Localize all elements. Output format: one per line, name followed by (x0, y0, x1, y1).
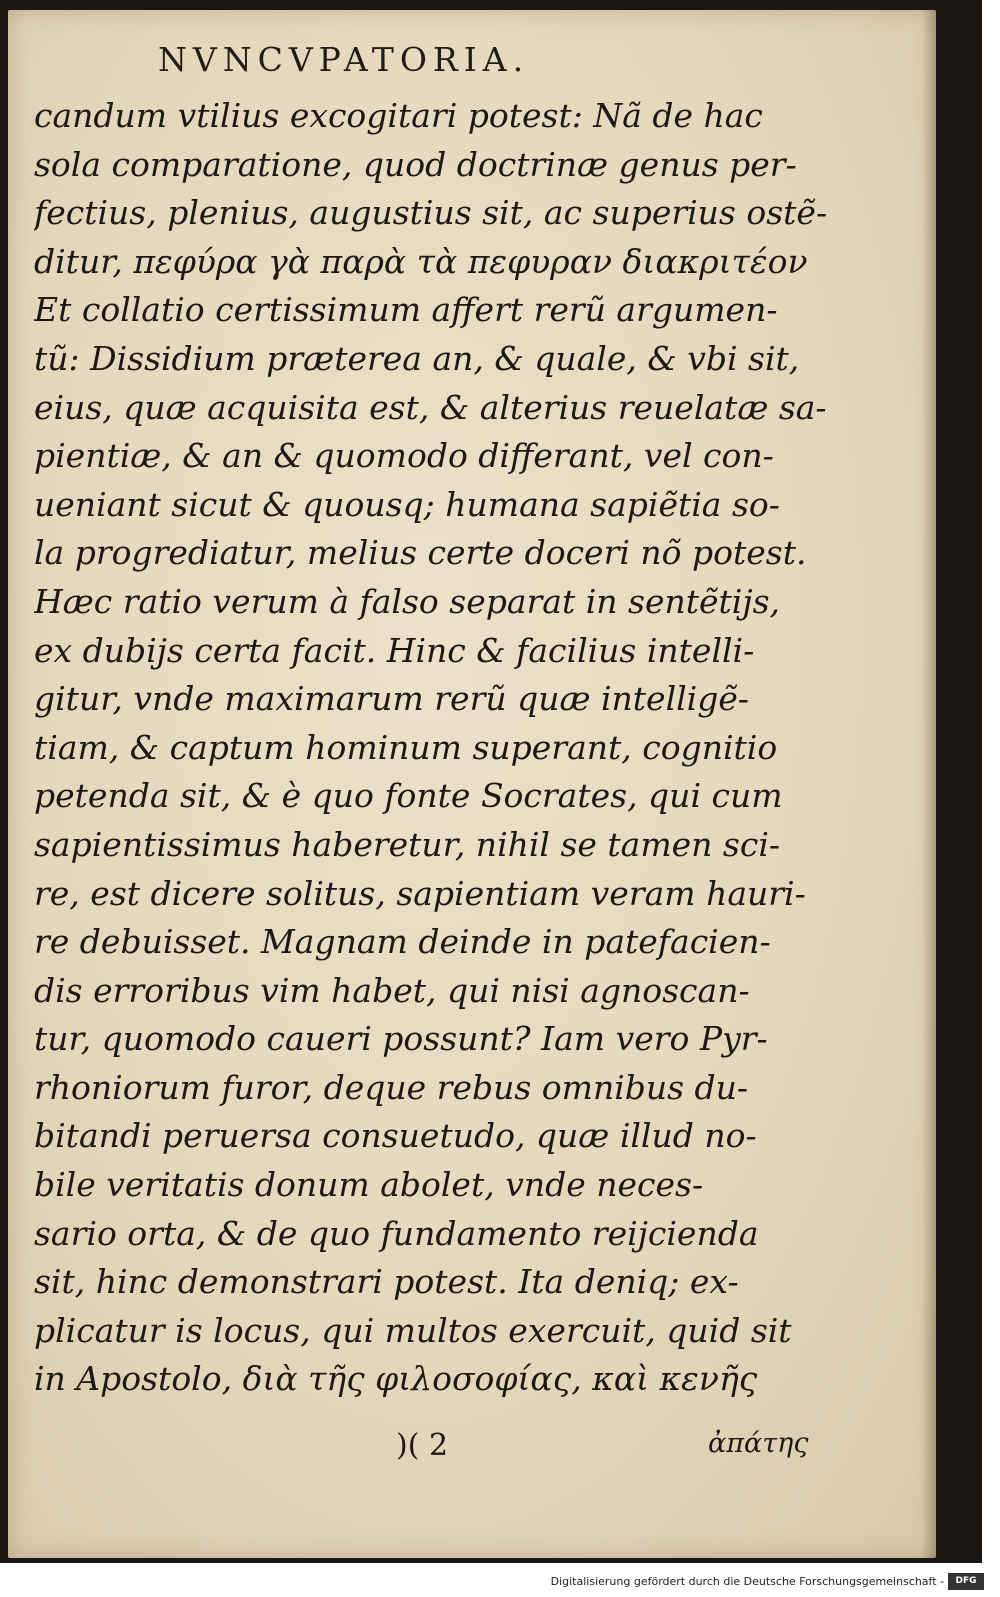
dfg-logo-icon: DFG (948, 1573, 984, 1590)
text-line: ueniant sicut & quousq; humana sapiẽtia so- (34, 484, 780, 524)
catchword: ἀπάτης (708, 1428, 809, 1459)
text-line: sario orta, & de quo fundamento reijcienda (34, 1213, 759, 1253)
text-line: eius, quæ acquisita est, & alterius reuelatæ sa- (34, 387, 827, 427)
body-text (34, 92, 939, 1404)
text-line: sit, hinc demonstrari potest. Ita deniq; ex- (34, 1262, 739, 1302)
text-line: tur, quomodo caueri possunt? Iam vero Pyr- (34, 1019, 768, 1059)
text-line: re, est dicere solitus, sapientiam veram hauri- (34, 873, 806, 913)
text-line: tũ: Dissidium præterea an, & quale, & vbi sit, (34, 338, 800, 378)
running-header: NVNCVPATORIA. (158, 40, 530, 79)
digitization-footer (0, 1563, 1000, 1597)
text-line: rhoniorum furor, deque rebus omnibus du- (34, 1067, 749, 1107)
text-line: ex dubijs certa facit. Hinc & facilius intelli- (34, 630, 755, 670)
text-line: ditur, πεφύρα γὰ παρὰ τὰ πεφυραν διακριτέον (34, 241, 808, 281)
text-line: petenda sit, & è quo fonte Socrates, qui cum (34, 776, 783, 816)
text-line: tiam, & captum hominum superant, cognitio (34, 727, 778, 767)
text-line: re debuisset. Magnam deinde in patefacien- (34, 922, 771, 962)
text-line: bitandi peruersa consuetudo, quæ illud no- (34, 1116, 757, 1156)
text-line: sapientissimus haberetur, nihil se tamen sci- (34, 824, 781, 864)
text-line: fectius, plenius, augustius sit, ac superius ostẽ- (34, 193, 828, 233)
text-line: la progrediatur, melius certe doceri nõ potest. (34, 533, 807, 573)
text-line: in Apostolo, διὰ τῆς φιλοσοφίας, καὶ κενῆς (34, 1359, 758, 1399)
text-line: Et collatio certissimum affert rerũ argumen- (34, 290, 778, 330)
text-line: pientiæ, & an & quomodo differant, vel con- (34, 436, 774, 476)
text-line: sola comparatione, quod doctrinæ genus per- (34, 144, 797, 184)
text-line: bile veritatis donum abolet, vnde neces- (34, 1165, 704, 1205)
text-line: dis erroribus vim habet, qui nisi agnoscan- (34, 970, 750, 1010)
book-page (8, 10, 936, 1558)
text-line: gitur, vnde maximarum rerũ quæ intelligẽ- (34, 679, 750, 719)
funding-credit: Digitalisierung gefördert durch die Deutsche Forschungsgemeinschaft - (550, 1575, 944, 1588)
text-line: Hæc ratio verum à falso separat in sentẽtijs, (34, 581, 781, 621)
text-line: candum vtilius excogitari potest: Nã de hac (34, 96, 763, 135)
signature-mark: )( 2 (396, 1428, 449, 1463)
text-line: plicatur is locus, qui multos exercuit, quid sit (34, 1310, 792, 1350)
